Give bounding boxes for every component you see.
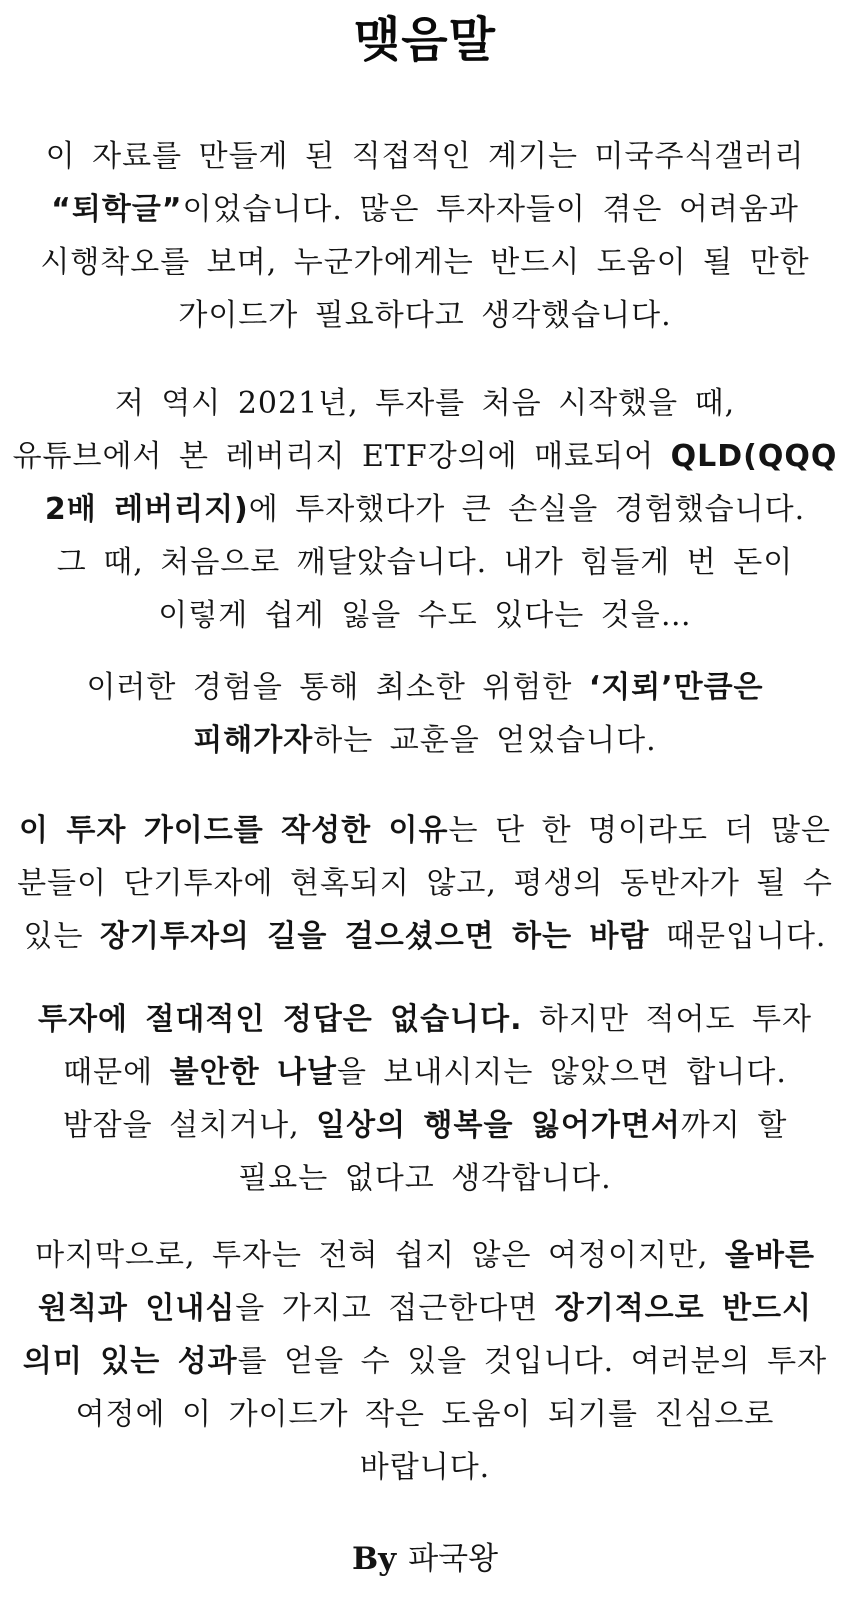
bold-text-run: “퇴학글” [51,192,183,227]
text-line [10,804,840,857]
bold-text-run: 불안한 나날 [169,1055,337,1090]
paragraph-no-right-answer [10,993,840,1205]
text-run: 시행착오를 보며, 누군가에게는 반드시 도움이 될 만한 [40,245,810,280]
text-run: 분들이 단기투자에 현혹되지 않고, 평생의 동반자가 될 수 [17,866,833,901]
bold-text-run: 올바른 [724,1238,815,1273]
paragraph-purpose [10,804,840,963]
text-run: 마지막으로, 투자는 전혀 쉽지 않은 여정이지만, [35,1238,725,1273]
bold-text-run: 이 투자 가이드를 작성한 이유 [18,813,449,848]
text-run: 여정에 이 가이드가 작은 도움이 되기를 진심으로 [75,1397,775,1432]
text-line [10,236,840,289]
signature [0,1534,850,1584]
text-line [10,430,840,483]
text-run: 이렇게 쉽게 잃을 수도 있다는 것을… [158,598,692,633]
text-run: 는 단 한 명이라도 더 많은 [448,813,832,848]
paragraph-closing [10,1229,840,1494]
text-run: 밤잠을 설치거나, [62,1108,317,1143]
text-run: 을 보내시지는 않았으면 합니다. [336,1055,787,1090]
bold-text-run: 일상의 행복을 잃어가면서 [316,1108,681,1143]
text-line [10,1335,840,1388]
text-line [10,1046,840,1099]
text-run: 유튜브에서 본 레버리지 ETF강의에 매료되어 [12,439,671,474]
text-run: 에 투자했다가 큰 손실을 경험했습니다. [248,492,806,527]
text-run: 저 역시 2021년, 투자를 처음 시작했을 때, [114,386,736,421]
text-run: 때문입니다. [649,919,827,954]
paragraph-lesson [10,661,840,767]
text-line [10,377,840,430]
text-line [10,1388,840,1441]
text-run: 하지만 적어도 투자 [522,1002,812,1037]
text-line [10,714,840,767]
bold-text-run: 장기적으로 반드시 [554,1291,813,1326]
paragraph-motivation [10,130,840,342]
text-run: 이 자료를 만들게 된 직접적인 계기는 미국주식갤러리 [45,139,805,174]
signature-by: By [351,1541,397,1577]
text-run: 때문에 [63,1055,170,1090]
text-line [10,130,840,183]
text-line [10,1441,840,1494]
text-run: 까지 할 [680,1108,788,1143]
text-run: 그 때, 처음으로 깨달았습니다. 내가 힘들게 번 돈이 [56,545,794,580]
bold-text-run: 2배 레버리지) [44,492,249,527]
text-line [10,1099,840,1152]
text-line [10,910,840,963]
signature-author: 파국왕 [408,1541,499,1577]
text-run: 있는 [23,919,101,954]
page-title: 맺음말 [353,12,497,68]
text-line [10,1282,840,1335]
text-run: 하는 교훈을 얻었습니다. [313,723,657,758]
text-line [10,857,840,910]
bold-text-run: 투자에 절대적인 정답은 없습니다. [38,1002,523,1037]
text-run: 필요는 없다고 생각합니다. [238,1161,612,1196]
text-run: 가이드가 필요하다고 생각했습니다. [178,298,672,333]
bold-text-run: 장기투자의 길을 걸으셨으면 하는 바람 [100,919,650,954]
text-line [10,536,840,589]
paragraph-personal-experience [10,377,840,642]
text-line [10,589,840,642]
bold-text-run: ‘지뢰’만큼은 [588,670,764,705]
bold-text-run: 의미 있는 성과 [22,1344,238,1379]
text-line [10,661,840,714]
text-line [10,483,840,536]
text-run: 를 얻을 수 있을 것입니다. 여러분의 투자 [237,1344,828,1379]
text-run: 을 가지고 접근한다면 [235,1291,555,1326]
bold-text-run: 원칙과 인내심 [37,1291,236,1326]
text-line [10,289,840,342]
bold-text-run: 피해가자 [193,723,314,758]
text-line [10,993,840,1046]
text-run: 이러한 경험을 통해 최소한 위험한 [86,670,589,705]
text-line [10,1152,840,1205]
bold-text-run: QLD(QQQ [670,439,838,474]
text-run: 이었습니다. 많은 투자자들이 겪은 어려움과 [182,192,799,227]
text-line [10,183,840,236]
text-line [10,1229,840,1282]
text-run: 바랍니다. [359,1450,491,1485]
